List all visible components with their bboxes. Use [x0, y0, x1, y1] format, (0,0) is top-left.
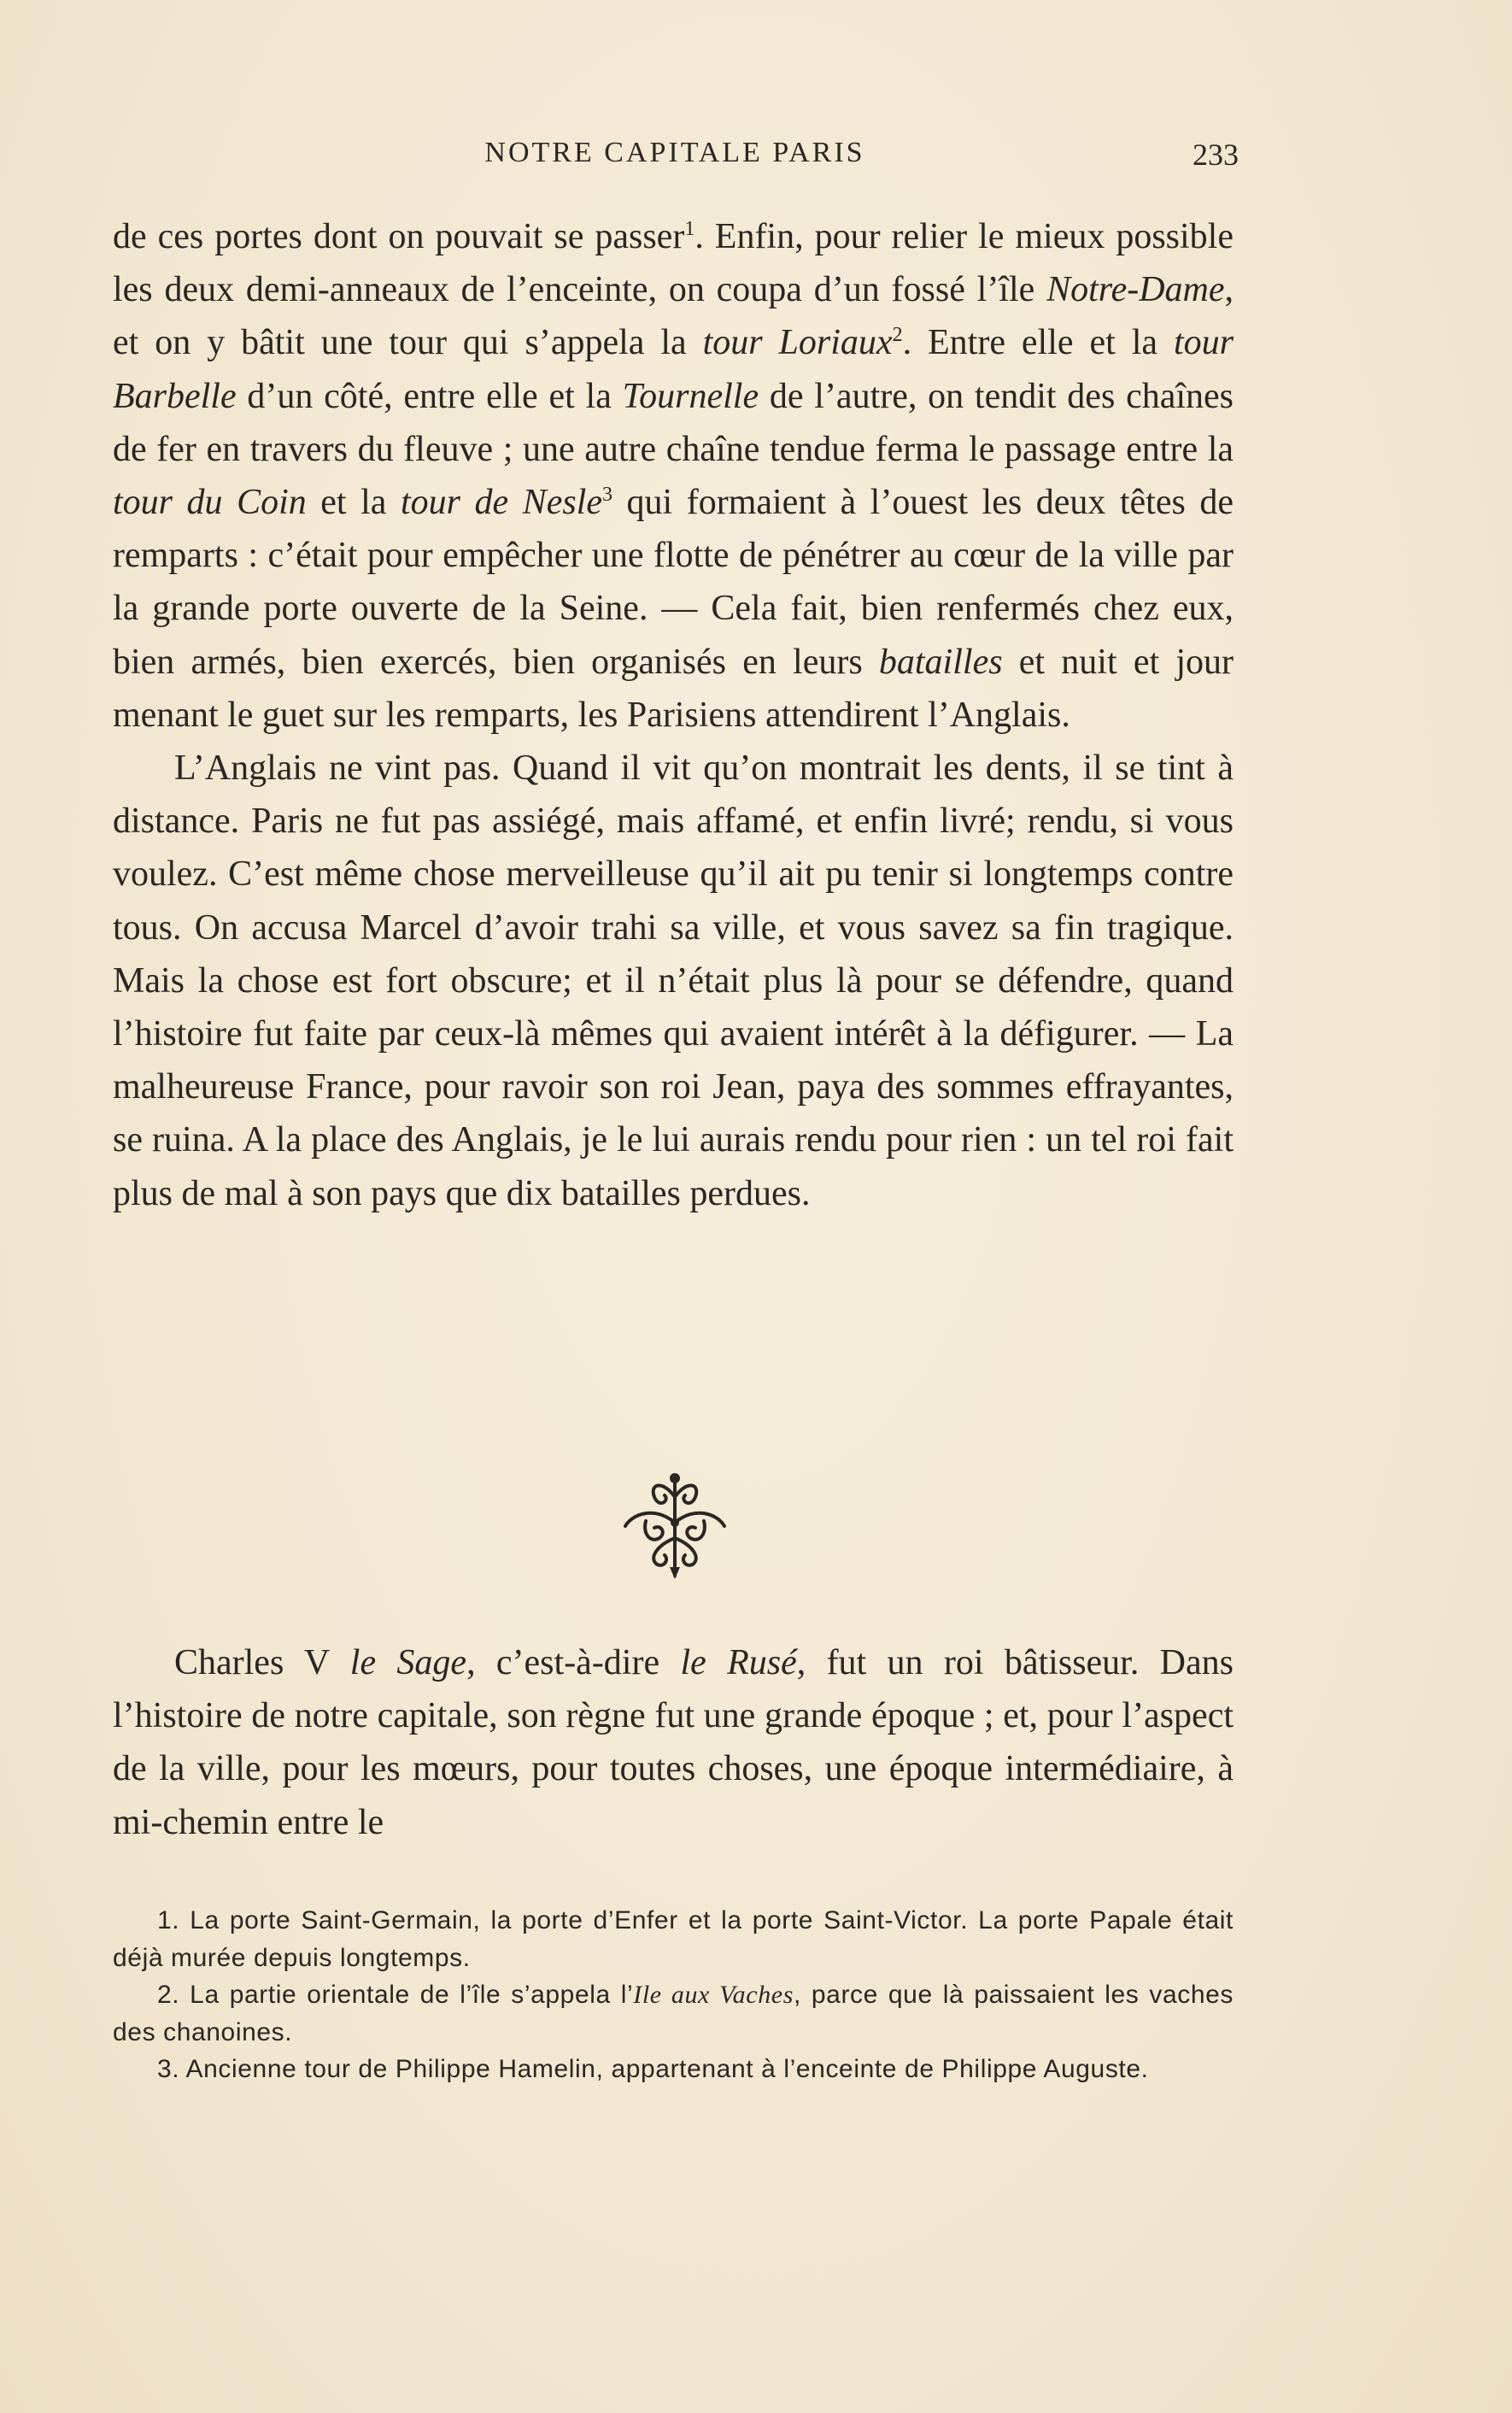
- paragraph-2: L’Anglais ne vint pas. Quand il vit qu’on montrait les dents, il se tint à distance. Paris ne fut pas assiégé, mais affamé, et enfin livré; rendu, si vous voulez. C’est même chose merveilleuse qu’il ait pu tenir si longtemps contre tous. On accusa Marcel d’avoir trahi sa ville, et vous savez sa fin tragique. Mais la chose est fort obscure; et il n’était plus là pour se défendre, quand l’histoire fut faite par ceux-là mêmes qui avaient intérêt à la défigurer. — La malheureuse France, pour ravoir son roi Jean, paya des sommes effrayantes, se ruina. A la place des Anglais, je le lui aurais rendu pour rien : un tel roi fait plus de mal à son pays que dix batailles perdues.: [113, 749, 1234, 1213]
- text-run: qui formaient à l’ouest les deux têtes de remparts : c’était pour empêcher une flotte de pénétrer au cœur de la ville par la grande porte ouverte de la Seine. — Cela fait, bien renfermés chez eux, bien armés, bien exercés, bien organisés en leurs: [113, 483, 1234, 682]
- italic-term: Notre-Dame: [1046, 270, 1225, 310]
- page-number: 233: [1193, 138, 1239, 172]
- footnote-ref-3: 3: [602, 484, 612, 507]
- italic-term: tour du Coin: [113, 483, 307, 523]
- text-run: . Entre elle et la: [902, 323, 1174, 363]
- italic-term: le Rusé: [680, 1643, 797, 1682]
- section-2-text: [113, 1636, 1234, 1849]
- italic-term: tour Loriaux: [702, 323, 893, 363]
- footnote-3: 3. Ancienne tour de Philippe Hamelin, appartenant à l’enceinte de Philippe Auguste.: [157, 2055, 1149, 2083]
- footnotes: [113, 1902, 1234, 2088]
- footnote-ref-2: 2: [892, 324, 903, 347]
- text-run: et nuit et jour menant le guet sur les remparts, les Parisiens attendirent l’Anglais.: [113, 642, 1234, 735]
- text-run: de l’autre, on tendit des chaînes de fer en travers du fleuve ; une autre chaîne tendue ferma le passage entre la: [113, 376, 1234, 469]
- italic-term: tour de Nesle: [400, 483, 602, 523]
- main-text: [113, 210, 1234, 1220]
- text-run: d’un côté, entre elle et la: [236, 376, 623, 416]
- paragraph-1: [113, 210, 1234, 742]
- italic-term: batailles: [878, 642, 1003, 682]
- paragraph-3: [113, 1636, 1234, 1849]
- text-run: Charles V: [174, 1643, 350, 1682]
- text-run: 2. La partie orientale de l’île s’appela l’: [157, 1981, 634, 2009]
- text-run: , fut un roi bâtisseur. Dans l’histoire de notre capitale, son règne fut une grande époque ; et, pour l’aspect de la ville, pour les mœurs, pour toutes choses, une époque intermédiaire, à mi-chemin entre le: [113, 1643, 1234, 1842]
- running-title: NOTRE CAPITALE PARIS: [484, 137, 865, 168]
- footnote-1: 1. La porte Saint-Germain, la porte d’Enfer et la porte Saint-Victor. La porte Papale était déjà murée depuis longtemps.: [113, 1906, 1234, 1972]
- fleuron-ornament-icon: [620, 1471, 730, 1582]
- text-run: , et on y bâtit une tour qui s’appela la: [113, 270, 1234, 363]
- text-run: et la: [306, 483, 401, 523]
- page-header: [111, 137, 1239, 174]
- italic-term: Tournelle: [622, 376, 759, 416]
- footnote-ref-1: 1: [684, 218, 695, 240]
- text-run: de ces portes dont on pouvait se passer: [113, 217, 685, 256]
- italic-term: tour Barbelle: [113, 323, 1234, 416]
- footnote-2: [113, 1976, 1234, 2051]
- italic-term: Ile aux Vaches: [633, 1981, 794, 2009]
- text-run: , c’est-à-dire: [466, 1643, 681, 1682]
- text-run: , parce que là paissaient les vaches des chanoines.: [113, 1981, 1234, 2046]
- text-run: . Enfin, pour relier le mieux possible les deux demi-anneaux de l’enceinte, on coupa d’un fossé l’île: [113, 217, 1234, 310]
- italic-term: le Sage: [349, 1643, 467, 1682]
